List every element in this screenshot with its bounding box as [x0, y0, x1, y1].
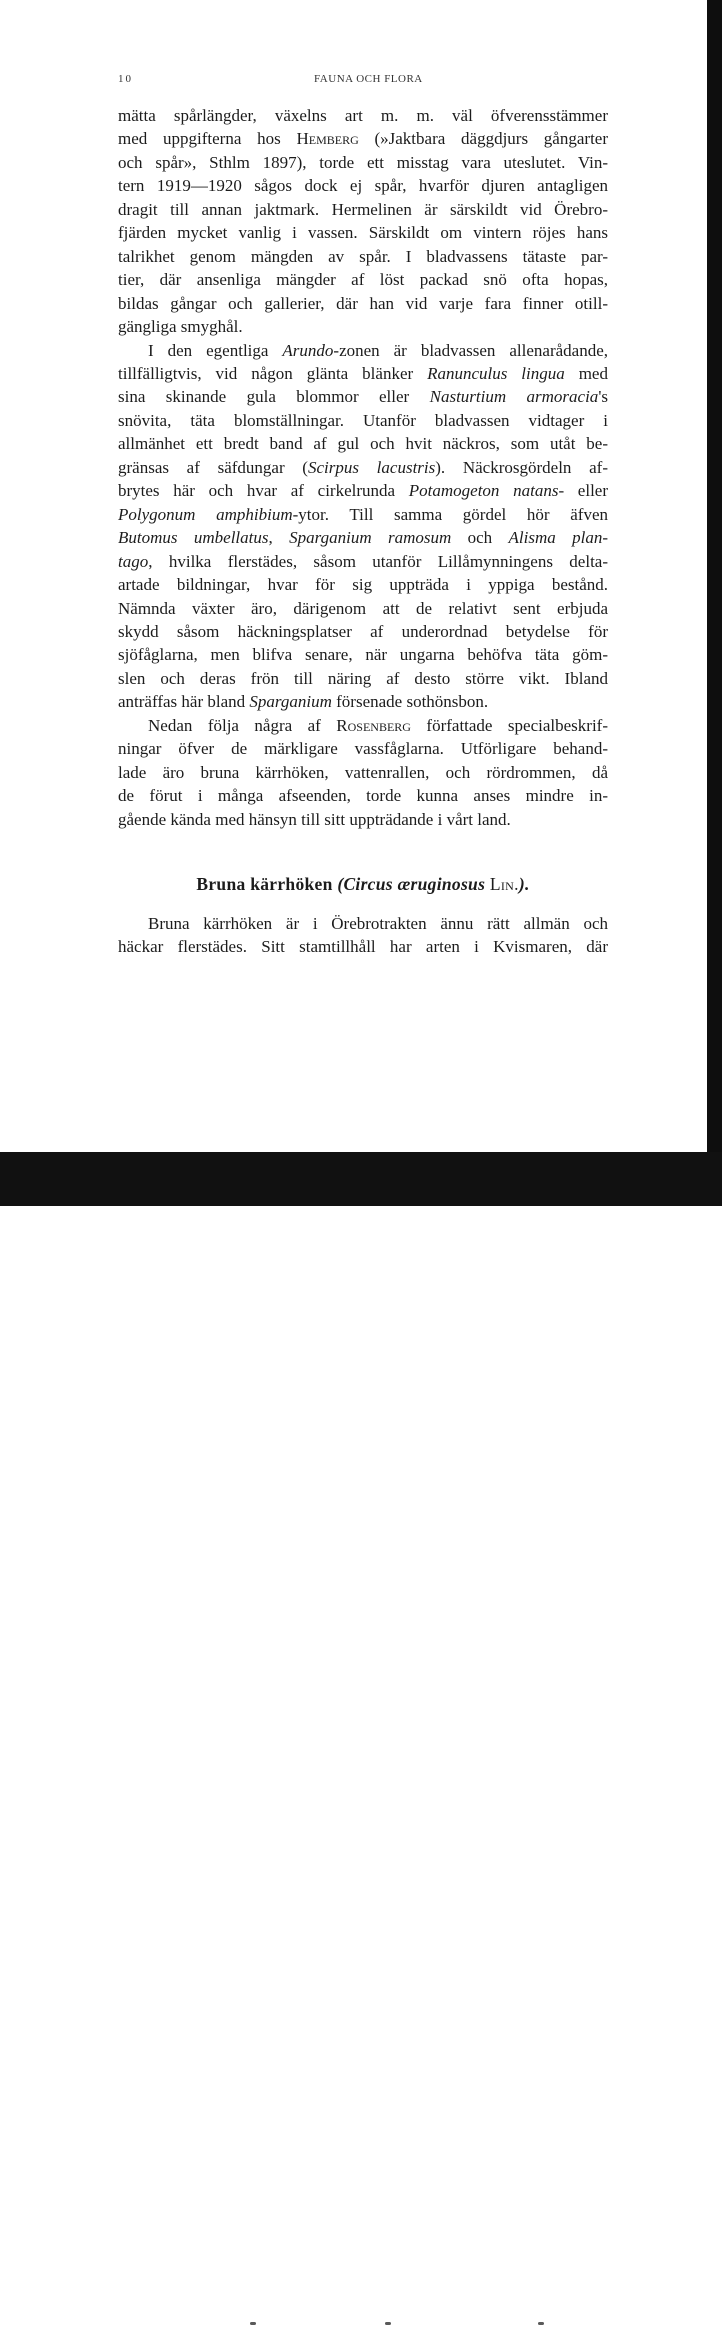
text-line: dragit till annan jaktmark. Hermelinen är särskildt vid Örebro- — [118, 199, 608, 219]
body-text — [118, 104, 608, 831]
text-line: brytes här och hvar af cirkelrunda Potamogeton natans- eller — [118, 481, 609, 501]
text-line: lade äro bruna kärrhöken, vattenrallen, och rördrommen, då — [118, 762, 608, 782]
text-line: artade bildningar, hvar för sig uppträda i yppiga bestånd. — [118, 575, 608, 595]
author-name: Hemberg — [296, 129, 359, 149]
text-line: tier, där ansenliga mängder af löst packad snö ofta hopas, — [118, 270, 608, 290]
text-line: slen och deras frön till näring af desto större vikt. Ibland — [118, 668, 608, 688]
text-line: med uppgifterna hos Hemberg (»Jaktbara däggdjurs gångarter — [118, 129, 608, 149]
section-heading: Bruna kärrhöken (Circus æruginosus Lin.). — [196, 874, 530, 894]
scan-border-bottom — [0, 1152, 722, 1206]
text-line: Butomus umbellatus, Sparganium ramosum och Alisma plan- — [118, 528, 609, 548]
text-line: skydd såsom häckningsplatser af underordnad betydelse för — [118, 621, 608, 641]
page-number: 10 — [118, 73, 133, 85]
text-line: Bruna kärrhöken är i Örebrotrakten ännu rätt allmän och — [148, 914, 608, 933]
text-line: sina skinande gula blommor eller Nasturtium armoracia's — [118, 387, 608, 407]
text-line: häckar flerstädes. Sitt stamtillhåll har arten i Kvismaren, där — [118, 937, 608, 957]
text-line: anträffas här bland Sparganium försenade sothönsbon. — [118, 692, 489, 712]
text-line: talrikhet genom mängden av spår. I bladvassens tätaste par- — [118, 246, 608, 266]
text-line: bildas gångar och gallerier, där han vid varje fara finner otill- — [118, 293, 608, 313]
author-name: Rosenberg — [336, 715, 411, 735]
text-line: mätta spårlängder, växelns art m. m. väl öfverensstämmer — [118, 106, 608, 125]
text-line: gängliga smyghål. — [118, 317, 243, 337]
text-line: allmänhet ett bredt band af gul och hvit näckros, som utåt be- — [118, 434, 608, 454]
section-body-text — [118, 912, 608, 959]
text-line: tern 1919—1920 sågos dock ej spår, hvarför djuren antagligen — [118, 176, 608, 196]
running-title: FAUNA OCH FLORA — [314, 73, 423, 85]
text-line: Polygonum amphibium-ytor. Till samma gördel hör äfven — [118, 504, 608, 524]
page-header — [118, 70, 608, 90]
text-line: fjärden mycket vanlig i vassen. Särskildt om vintern röjes hans — [118, 223, 608, 243]
text-line: de förut i många afseenden, torde kunna anses mindre in- — [118, 786, 608, 806]
text-line: Nedan följa några af Rosenberg författade specialbeskrif- — [148, 715, 608, 735]
text-line: gående kända med hänsyn till sitt uppträdande i vårt land. — [118, 809, 511, 829]
text-line: sjöfåglarna, men blifva senare, när ungarna behöfva täta göm- — [118, 645, 608, 665]
text-line: och spår», Sthlm 1897), torde ett misstag vara uteslutet. Vin- — [118, 152, 608, 172]
text-line: gränsas af säfdungar (Scirpus lacustris). Näckrosgördeln af- — [118, 457, 608, 477]
text-line: tillfälligtvis, vid någon glänta blänker Ranunculus lingua med — [118, 363, 608, 383]
text-line: Nämnda växter äro, därigenom att de relativt sent erbjuda — [118, 598, 608, 618]
text-line: snövita, täta blomställningar. Utanför bladvassen vidtager i — [118, 410, 608, 430]
text-line: I den egentliga Arundo-zonen är bladvassen allenarådande, — [148, 340, 608, 360]
scan-border-right — [707, 0, 722, 1206]
text-line: tago, hvilka flerstädes, såsom utanför Lillåmynningens delta- — [118, 551, 608, 571]
text-line: ningar öfver de märkligare vassfåglarna. Utförligare behand- — [118, 739, 608, 759]
